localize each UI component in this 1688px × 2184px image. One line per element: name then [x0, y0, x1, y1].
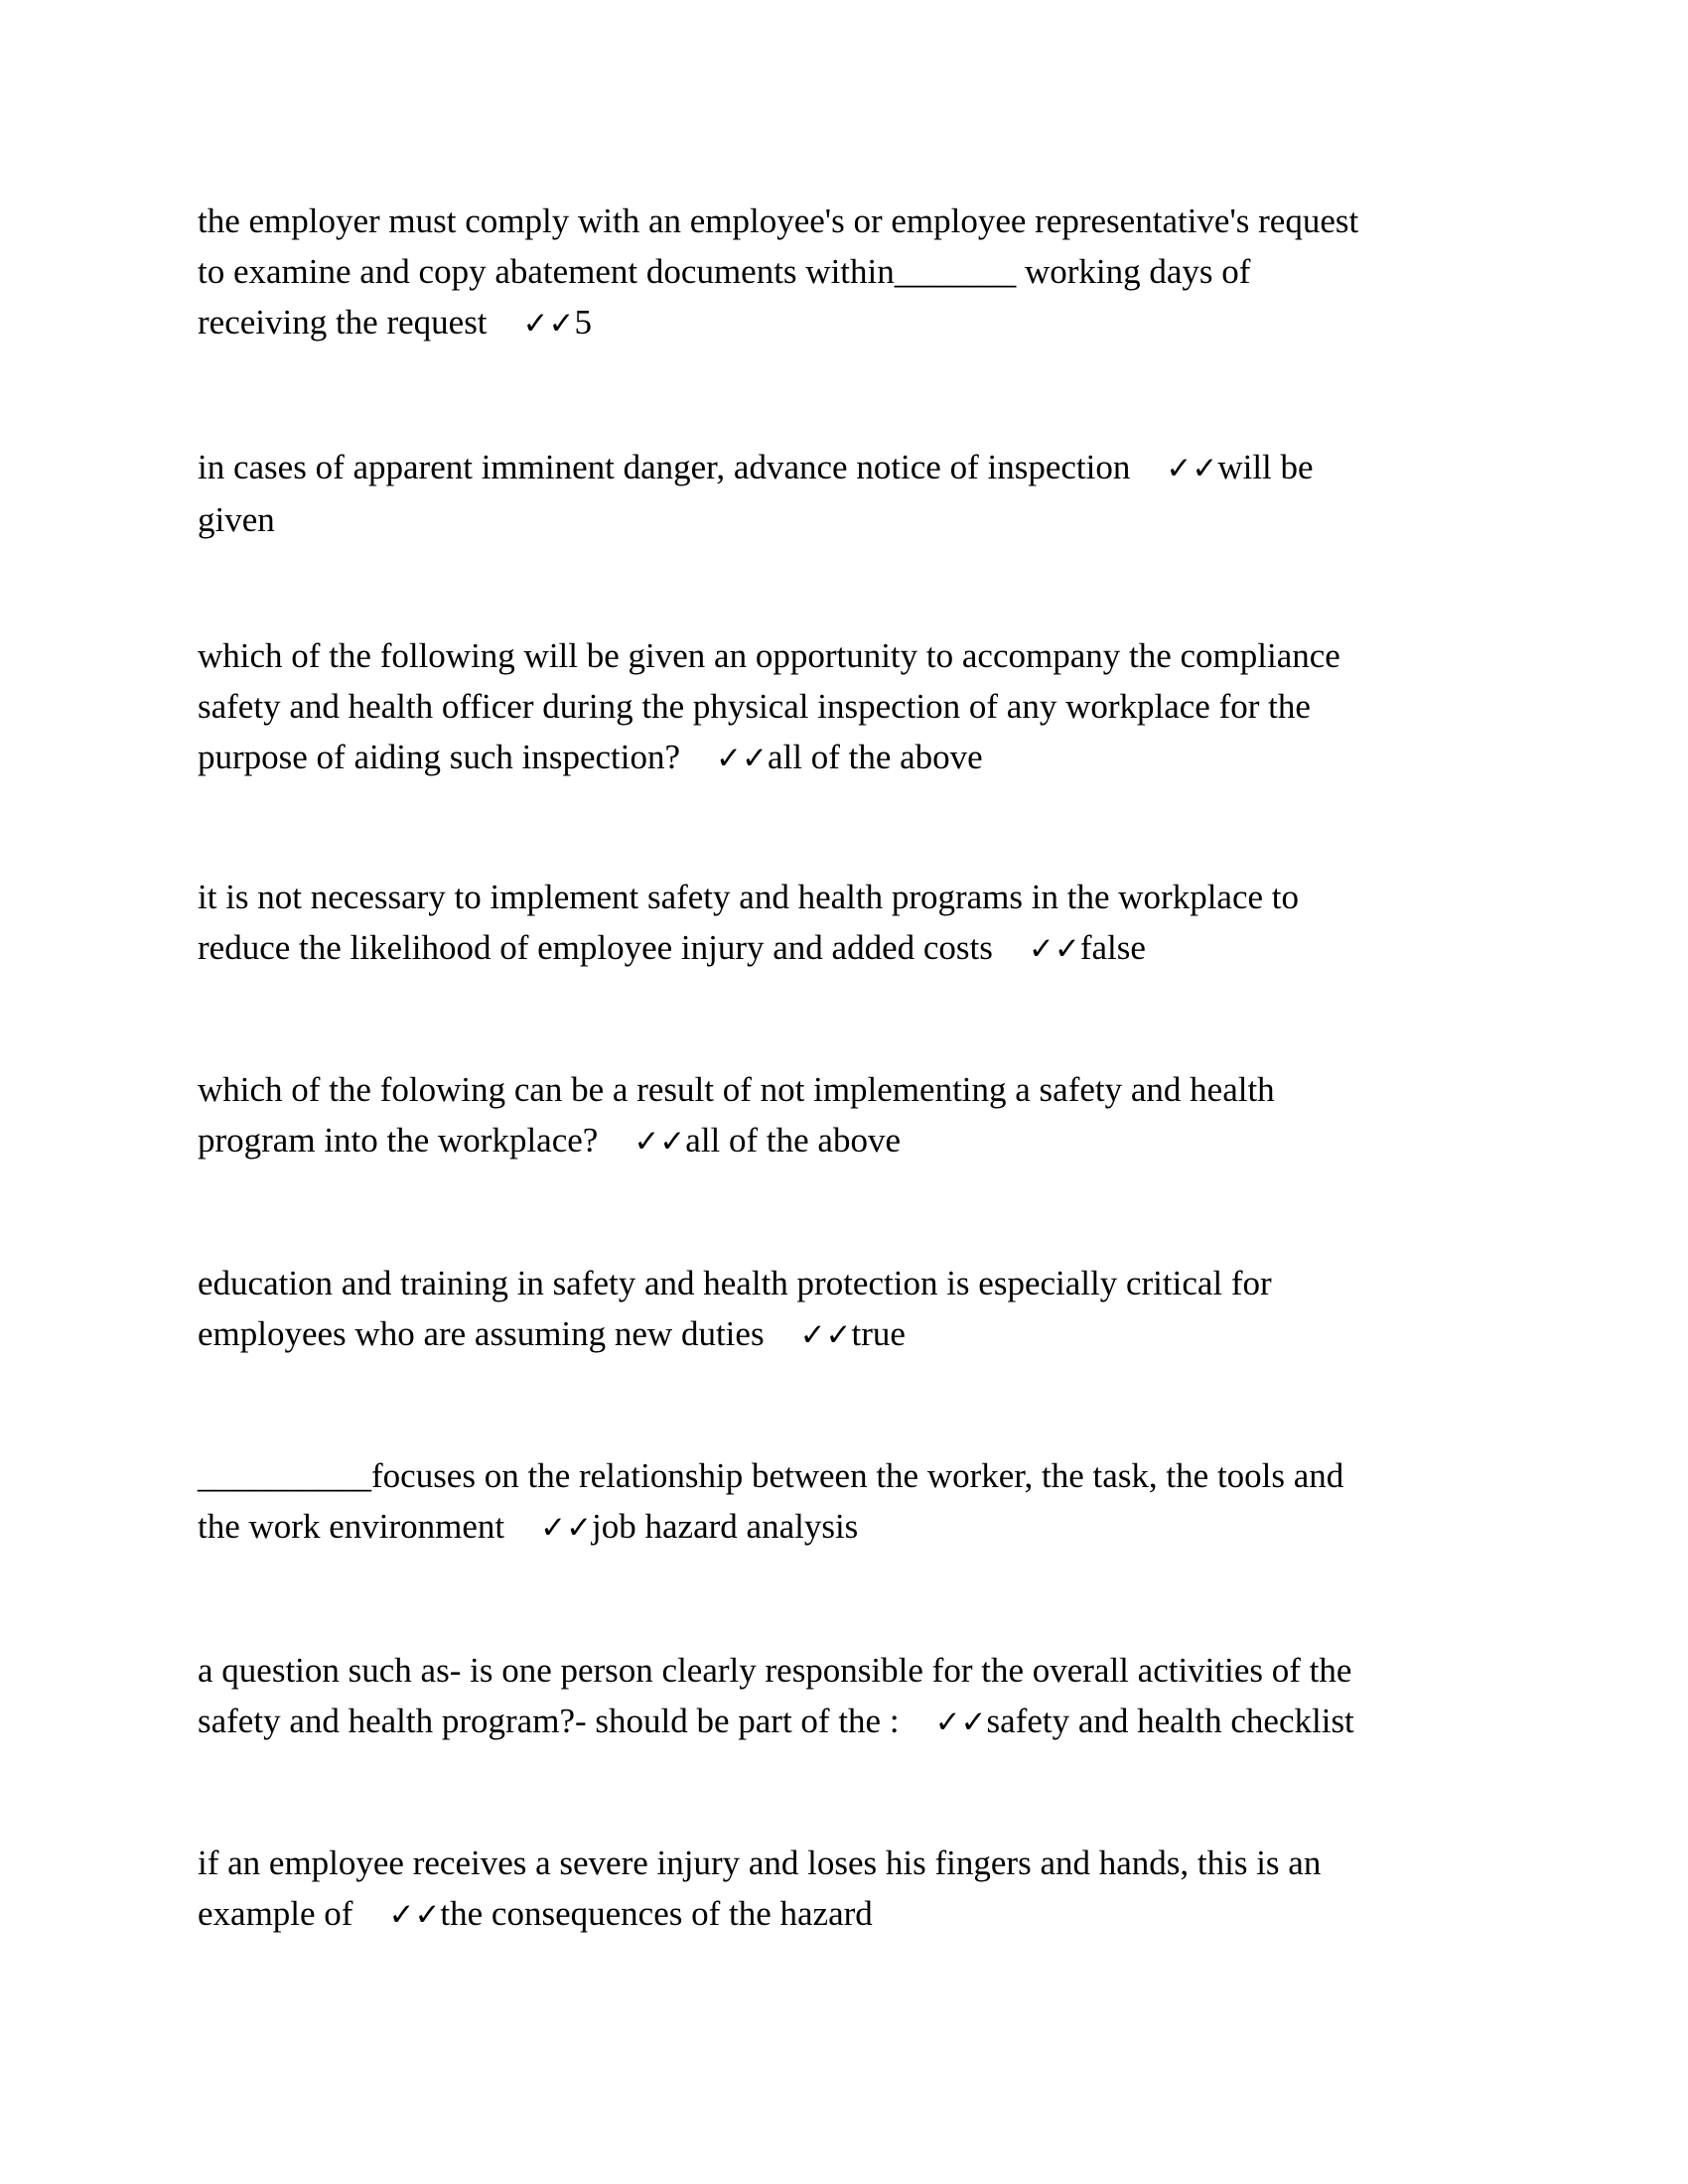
double-check-icon: ✓✓: [633, 1124, 686, 1160]
question-answer-item: [198, 1064, 1275, 1167]
question-answer-item: [198, 1258, 1272, 1361]
answer-text: 5: [574, 303, 592, 341]
question-text: employees who are assuming new duties: [198, 1314, 765, 1353]
double-check-icon: ✓✓: [934, 1705, 987, 1740]
question-line: [198, 1888, 1321, 1941]
question-line: [198, 1115, 1275, 1167]
question-answer-item: [198, 196, 1358, 349]
question-line: which of the folowing can be a result of not implementing a safety and health: [198, 1070, 1275, 1109]
question-text: the work environment: [198, 1507, 505, 1546]
question-line: [198, 442, 1314, 494]
question-answer-item: [198, 872, 1299, 975]
question-line: [198, 1308, 1272, 1361]
question-text: receiving the request: [198, 303, 488, 341]
double-check-icon: ✓✓: [388, 1897, 441, 1933]
double-check-icon: ✓✓: [1166, 451, 1218, 486]
question-answer-item: [198, 1838, 1321, 1941]
question-text: in cases of apparent imminent danger, advance notice of inspection: [198, 448, 1131, 486]
answer-text: will be: [1217, 448, 1314, 486]
question-line: it is not necessary to implement safety and health programs in the workplace to: [198, 878, 1299, 916]
answer-text: all of the above: [767, 738, 983, 776]
question-line: [198, 1501, 1343, 1554]
question-text: reduce the likelihood of employee injury and added costs: [198, 928, 993, 967]
question-line: to examine and copy abatement documents within_______ working days of: [198, 252, 1251, 291]
question-text: example of: [198, 1894, 353, 1933]
question-answer-item: [198, 630, 1340, 784]
answer-continuation: given: [198, 500, 275, 539]
double-check-icon: ✓✓: [540, 1510, 593, 1546]
question-line: which of the following will be given an opportunity to accompany the compliance: [198, 636, 1340, 675]
question-line: [198, 922, 1299, 975]
question-text: purpose of aiding such inspection?: [198, 738, 681, 776]
double-check-icon: ✓✓: [522, 306, 575, 341]
question-line: [198, 297, 1358, 349]
question-answer-item: [198, 1645, 1354, 1748]
question-text: program into the workplace?: [198, 1121, 599, 1160]
question-line: [198, 732, 1340, 784]
question-line: a question such as- is one person clearly responsible for the overall activities of the: [198, 1651, 1352, 1690]
question-line: __________focuses on the relationship between the worker, the task, the tools and: [198, 1456, 1344, 1495]
answer-text: true: [851, 1314, 906, 1353]
double-check-icon: ✓✓: [799, 1317, 852, 1353]
question-line: if an employee receives a severe injury and loses his fingers and hands, this is an: [198, 1843, 1322, 1882]
double-check-icon: ✓✓: [1028, 931, 1080, 967]
question-line: education and training in safety and health protection is especially critical for: [198, 1264, 1272, 1302]
answer-text: the consequences of the hazard: [440, 1894, 873, 1933]
answer-text: safety and health checklist: [986, 1702, 1354, 1740]
question-line: safety and health officer during the physical inspection of any workplace for the: [198, 687, 1311, 726]
question-text: safety and health program?- should be part of the :: [198, 1702, 900, 1740]
question-line: the employer must comply with an employee's or employee representative's request: [198, 202, 1359, 240]
question-answer-item: [198, 1450, 1343, 1554]
answer-text: all of the above: [685, 1121, 901, 1160]
answer-text: job hazard analysis: [592, 1507, 859, 1546]
double-check-icon: ✓✓: [716, 741, 768, 776]
question-answer-item: [198, 442, 1314, 545]
question-line: [198, 1696, 1354, 1748]
answer-text: false: [1079, 928, 1146, 967]
